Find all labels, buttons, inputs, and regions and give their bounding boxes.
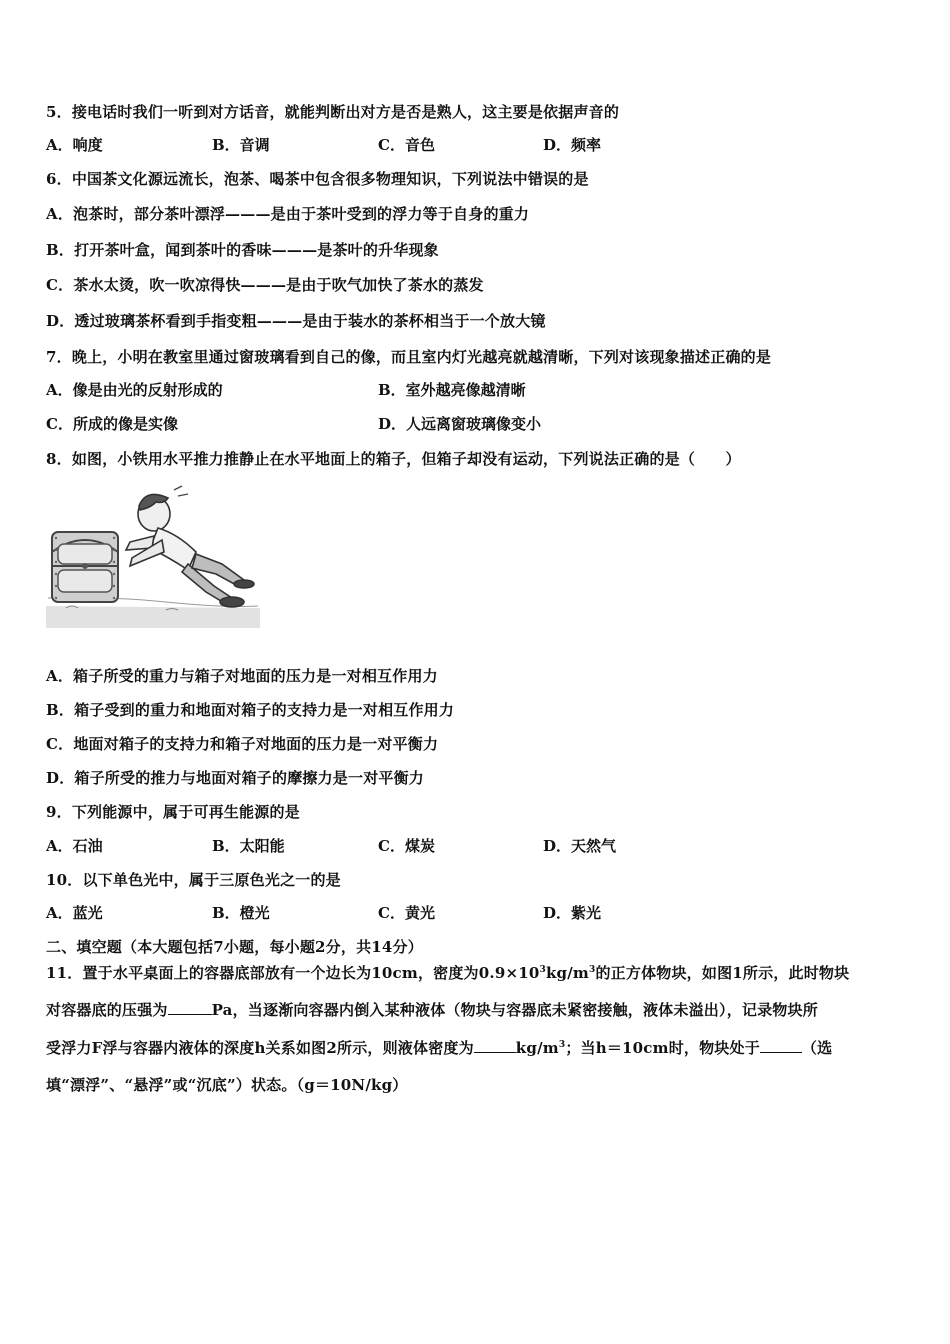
question-5-stem: 5．接电话时我们一听到对方话音，就能判断出对方是否是熟人，这主要是依据声音的 [46,103,620,121]
boy-pushing-box-figure [46,478,260,628]
q11-text: Pa，当逐渐向容器内倒入某种液体（物块与容器底未紧密接触，液体未溢出），记录物块所 [211,1001,818,1019]
q7-option-b: B．室外越亮像越清晰 [378,381,526,399]
q10-option-d: D．紫光 [543,904,602,922]
question-11-line-4: 填“漂浮”、“悬浮”或“沉底”）状态。（g＝10N/kg） [46,1076,408,1094]
question-11-line-2 [46,1000,818,1020]
question-11-line-3 [46,1038,832,1058]
answer-blank-state[interactable] [760,1038,802,1053]
q11-sup: 3 [589,965,596,975]
q5-option-b: B．音调 [212,136,270,154]
q11-text: kg/m [545,964,590,982]
q10-option-a: A．蓝光 [46,904,103,922]
section-2-heading: 二、填空题（本大题包括7小题，每小题2分，共14分） [46,938,423,956]
question-9-stem: 9．下列能源中，属于可再生能源的是 [46,803,300,821]
q8-option-b: B．箱子受到的重力和地面对箱子的支持力是一对相互作用力 [46,701,455,719]
q11-sup: 3 [558,1040,566,1050]
q11-text: 的正方体物块，如图1所示，此时物块 [595,964,850,982]
q11-text: 受浮力F浮与容器内液体的深度h关系如图2所示，则液体密度为 [46,1039,474,1057]
q6-option-a: A．泡茶时，部分茶叶漂浮———是由于茶叶受到的浮力等于自身的重力 [46,205,530,223]
q7-option-a: A．像是由光的反射形成的 [46,381,223,399]
q9-option-a: A．石油 [46,837,103,855]
question-10-stem: 10．以下单色光中，属于三原色光之一的是 [46,871,341,889]
q10-option-b: B．橙光 [212,904,270,922]
answer-blank-pressure[interactable] [168,1000,212,1015]
q11-text: （选 [801,1039,833,1057]
q9-option-d: D．天然气 [543,837,617,855]
q7-option-d: D．人远离窗玻璃像变小 [378,415,542,433]
q8-option-a: A．箱子所受的重力与箱子对地面的压力是一对相互作用力 [46,667,438,685]
q11-sup: 3 [539,965,546,975]
q9-option-c: C．煤炭 [378,837,435,855]
q11-text: ；当h＝10cm时，物块处于 [565,1039,760,1057]
q6-option-b: B．打开茶叶盒，闻到茶叶的香味———是茶叶的升华现象 [46,241,439,259]
q5-option-a: A．响度 [46,136,103,154]
q9-option-b: B．太阳能 [212,837,285,855]
question-7-stem: 7．晚上，小明在教室里通过窗玻璃看到自己的像，而且室内灯光越亮就越清晰，下列对该现象描述正确的是 [46,348,772,366]
q6-option-d: D．透过玻璃茶杯看到手指变粗———是由于装水的茶杯相当于一个放大镜 [46,312,546,330]
q10-option-c: C．黄光 [378,904,435,922]
q7-option-c: C．所成的像是实像 [46,415,178,433]
answer-blank-density[interactable] [474,1038,516,1053]
q5-option-c: C．音色 [378,136,435,154]
q5-option-d: D．频率 [543,136,602,154]
q6-option-c: C．茶水太烫，吹一吹凉得快———是由于吹气加快了茶水的蒸发 [46,276,484,294]
q8-option-d: D．箱子所受的推力与地面对箱子的摩擦力是一对平衡力 [46,769,425,787]
question-11-line-1 [46,963,849,983]
q11-text: 11．置于水平桌面上的容器底部放有一个边长为10cm，密度为0.9×10 [46,964,540,982]
chest-icon [52,532,118,602]
question-8-stem: 8．如图，小铁用水平推力推静止在水平地面上的箱子，但箱子却没有运动，下列说法正确的是（ ） [46,450,741,468]
q11-text: kg/m [515,1039,559,1057]
q8-option-c: C．地面对箱子的支持力和箱子对地面的压力是一对平衡力 [46,735,439,753]
q11-text: 对容器底的压强为 [46,1001,168,1019]
question-6-stem: 6．中国茶文化源远流长，泡茶、喝茶中包含很多物理知识，下列说法中错误的是 [46,170,589,188]
